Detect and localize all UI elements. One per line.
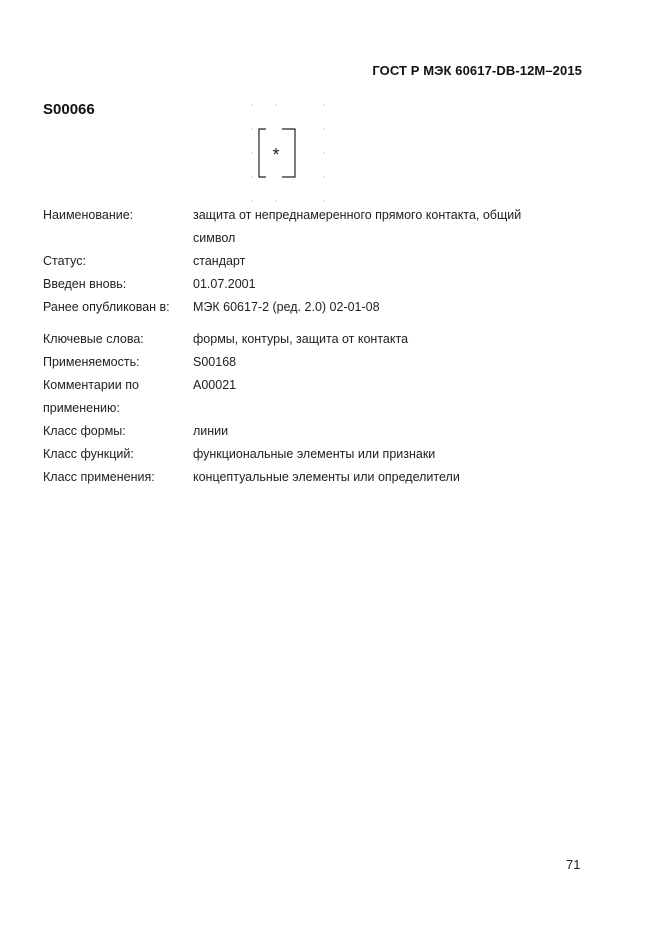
property-label: применению: xyxy=(43,401,120,415)
group-divider xyxy=(43,319,583,328)
property-row-name xyxy=(43,204,583,227)
property-value: функциональные элементы или признаки xyxy=(193,447,436,461)
property-label: Класс применения: xyxy=(43,470,155,484)
symbol-figure xyxy=(240,95,340,210)
asterisk-glyph: * xyxy=(272,145,280,165)
property-label: Класс формы: xyxy=(43,424,126,438)
property-row-name-cont xyxy=(43,227,583,250)
property-row-status xyxy=(43,250,583,273)
property-label: Класс функций: xyxy=(43,447,134,461)
property-value: символ xyxy=(193,231,236,245)
property-row-applicability xyxy=(43,351,583,374)
property-value: МЭК 60617-2 (ред. 2.0) 02-01-08 xyxy=(193,300,380,314)
property-row-previously-published xyxy=(43,296,583,319)
property-label: Комментарии по xyxy=(43,378,139,392)
property-label: Применяемость: xyxy=(43,355,140,369)
document-header: ГОСТ Р МЭК 60617-DB-12M–2015 xyxy=(372,63,582,78)
property-row-function-class xyxy=(43,443,583,466)
symbol-id: S00066 xyxy=(43,101,95,118)
property-row-keywords xyxy=(43,328,583,351)
property-row-introduced xyxy=(43,273,583,296)
protection-contact-symbol-icon xyxy=(240,95,340,210)
property-value: стандарт xyxy=(193,254,246,268)
property-label: Статус: xyxy=(43,254,86,268)
property-row-application-notes-cont xyxy=(43,397,583,420)
property-row-shape-class xyxy=(43,420,583,443)
property-value: S00168 xyxy=(193,355,237,369)
property-label: Наименование: xyxy=(43,208,134,222)
property-label: Введен вновь: xyxy=(43,277,127,291)
property-value: 01.07.2001 xyxy=(193,277,256,291)
property-value: концептуальные элементы или определители xyxy=(193,470,460,484)
property-value: линии xyxy=(193,424,229,438)
property-value: защита от непреднамеренного прямого контакта, общий xyxy=(193,208,522,222)
property-row-application-notes xyxy=(43,374,583,397)
property-row-application-class xyxy=(43,466,583,489)
property-value: формы, контуры, защита от контакта xyxy=(193,332,409,346)
page-number: 71 xyxy=(566,857,581,872)
property-label: Ранее опубликован в: xyxy=(43,300,170,314)
property-label: Ключевые слова: xyxy=(43,332,144,346)
property-value: A00021 xyxy=(193,378,237,392)
properties-table xyxy=(43,204,583,489)
